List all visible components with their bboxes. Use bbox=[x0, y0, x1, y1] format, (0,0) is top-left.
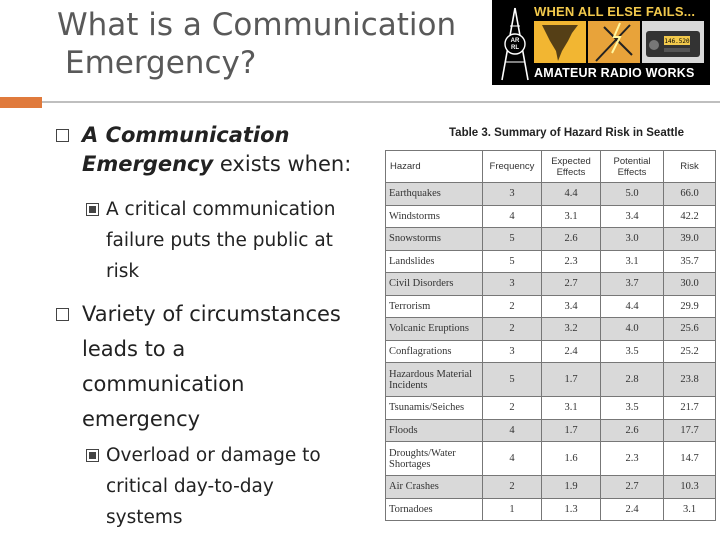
bullet-1-rest: exists when: bbox=[213, 152, 352, 176]
table-row bbox=[386, 363, 716, 397]
cell-risk: 21.7 bbox=[664, 397, 716, 420]
cell-potential-effects: 4.4 bbox=[601, 295, 664, 318]
svg-text:RL: RL bbox=[511, 45, 519, 51]
table-row bbox=[386, 318, 716, 341]
title-accent-bar bbox=[0, 97, 42, 108]
sub-bullet-1-line1: A critical communication bbox=[106, 199, 336, 220]
table-row bbox=[386, 295, 716, 318]
cell-expected-effects: 3.1 bbox=[542, 397, 601, 420]
bullet-1 bbox=[62, 121, 351, 179]
cell-expected-effects: 1.6 bbox=[542, 442, 601, 476]
cell-expected-effects: 1.3 bbox=[542, 498, 601, 521]
cell-expected-effects: 1.7 bbox=[542, 419, 601, 442]
cell-hazard: Civil Disorders bbox=[386, 273, 483, 296]
cell-expected-effects: 3.4 bbox=[542, 295, 601, 318]
col-header-frequency: Frequency bbox=[483, 151, 542, 183]
cell-frequency: 3 bbox=[483, 340, 542, 363]
cell-risk: 14.7 bbox=[664, 442, 716, 476]
cell-frequency: 3 bbox=[483, 273, 542, 296]
sub-bullet-1-line3: risk bbox=[106, 261, 140, 282]
col-header-expected-effects: Expected Effects bbox=[542, 151, 601, 183]
cell-potential-effects: 3.1 bbox=[601, 250, 664, 273]
cell-expected-effects: 2.6 bbox=[542, 228, 601, 251]
cell-hazard: Windstorms bbox=[386, 205, 483, 228]
sub-bullet-1 bbox=[86, 194, 366, 287]
cell-hazard: Landslides bbox=[386, 250, 483, 273]
cell-hazard: Volcanic Eruptions bbox=[386, 318, 483, 341]
radio-tower-icon bbox=[498, 6, 532, 82]
radio-transceiver-icon bbox=[646, 31, 700, 57]
cell-frequency: 2 bbox=[483, 295, 542, 318]
cell-risk: 39.0 bbox=[664, 228, 716, 251]
logo-top-text: WHEN ALL ELSE FAILS... bbox=[534, 4, 696, 19]
table-row bbox=[386, 228, 716, 251]
sub-bullet-2-line3: systems bbox=[106, 507, 183, 528]
cell-expected-effects: 1.7 bbox=[542, 363, 601, 397]
table-row bbox=[386, 498, 716, 521]
cell-expected-effects: 2.4 bbox=[542, 340, 601, 363]
cell-potential-effects: 2.6 bbox=[601, 419, 664, 442]
cell-risk: 17.7 bbox=[664, 419, 716, 442]
cell-potential-effects: 2.7 bbox=[601, 476, 664, 499]
col-header-risk: Risk bbox=[664, 151, 716, 183]
slide-title-line2: Emergency? bbox=[65, 45, 257, 81]
table-row bbox=[386, 250, 716, 273]
cell-potential-effects: 5.0 bbox=[601, 183, 664, 206]
cell-potential-effects: 3.7 bbox=[601, 273, 664, 296]
sub-bullet-1-line2: failure puts the public at bbox=[106, 230, 333, 251]
table-row bbox=[386, 183, 716, 206]
cell-expected-effects: 3.1 bbox=[542, 205, 601, 228]
cell-potential-effects: 3.5 bbox=[601, 340, 664, 363]
cell-hazard: Snowstorms bbox=[386, 228, 483, 251]
cell-hazard: Floods bbox=[386, 419, 483, 442]
cell-frequency: 2 bbox=[483, 318, 542, 341]
bullet-2-line3: communication bbox=[82, 372, 245, 396]
cell-expected-effects: 2.3 bbox=[542, 250, 601, 273]
cell-frequency: 2 bbox=[483, 397, 542, 420]
cell-risk: 3.1 bbox=[664, 498, 716, 521]
cell-risk: 30.0 bbox=[664, 273, 716, 296]
cell-frequency: 5 bbox=[483, 228, 542, 251]
cell-hazard: Terrorism bbox=[386, 295, 483, 318]
cell-hazard: Air Crashes bbox=[386, 476, 483, 499]
cell-expected-effects: 3.2 bbox=[542, 318, 601, 341]
cell-risk: 35.7 bbox=[664, 250, 716, 273]
cell-potential-effects: 2.4 bbox=[601, 498, 664, 521]
cell-risk: 25.6 bbox=[664, 318, 716, 341]
bullet-2-line2: leads to a bbox=[82, 337, 186, 361]
bullet-1-line1: A Communication bbox=[82, 123, 290, 147]
cell-expected-effects: 1.9 bbox=[542, 476, 601, 499]
cell-potential-effects: 3.0 bbox=[601, 228, 664, 251]
cell-frequency: 1 bbox=[483, 498, 542, 521]
cell-frequency: 4 bbox=[483, 205, 542, 228]
bullet-2-line4: emergency bbox=[82, 407, 201, 431]
bullet-square-icon bbox=[86, 203, 99, 216]
cell-risk: 23.8 bbox=[664, 363, 716, 397]
cell-potential-effects: 3.4 bbox=[601, 205, 664, 228]
bullet-square-icon bbox=[86, 449, 99, 462]
cell-potential-effects: 3.5 bbox=[601, 397, 664, 420]
slide-title bbox=[57, 6, 477, 82]
bullet-1-emphasis: Emergency bbox=[82, 152, 214, 176]
cell-frequency: 3 bbox=[483, 183, 542, 206]
slide-title-line1: What is a Communication bbox=[57, 7, 457, 43]
cell-risk: 25.2 bbox=[664, 340, 716, 363]
sub-bullet-2-line2: critical day-to-day bbox=[106, 476, 274, 497]
table-row bbox=[386, 442, 716, 476]
cell-hazard: Earthquakes bbox=[386, 183, 483, 206]
cell-risk: 66.0 bbox=[664, 183, 716, 206]
table-header-row bbox=[386, 151, 716, 183]
cell-frequency: 5 bbox=[483, 250, 542, 273]
logo-bottom-text: AMATEUR RADIO WORKS bbox=[534, 66, 695, 80]
table-row bbox=[386, 205, 716, 228]
cell-frequency: 2 bbox=[483, 476, 542, 499]
logo bbox=[492, 0, 710, 85]
bullet-checkbox-icon bbox=[56, 308, 69, 321]
cell-hazard: Hazardous Material Incidents bbox=[386, 363, 483, 397]
hazard-risk-table bbox=[385, 150, 716, 521]
cell-frequency: 4 bbox=[483, 419, 542, 442]
cell-potential-effects: 4.0 bbox=[601, 318, 664, 341]
title-divider bbox=[0, 101, 720, 103]
cell-hazard: Conflagrations bbox=[386, 340, 483, 363]
table-row bbox=[386, 397, 716, 420]
cell-frequency: 4 bbox=[483, 442, 542, 476]
cell-risk: 29.9 bbox=[664, 295, 716, 318]
radio-display: 146.520 bbox=[664, 38, 690, 45]
sub-bullet-2 bbox=[86, 440, 371, 533]
cell-risk: 42.2 bbox=[664, 205, 716, 228]
sub-bullet-2-line1: Overload or damage to bbox=[106, 445, 321, 466]
cell-expected-effects: 2.7 bbox=[542, 273, 601, 296]
logo-images bbox=[534, 21, 704, 63]
cell-frequency: 5 bbox=[483, 363, 542, 397]
col-header-hazard: Hazard bbox=[386, 151, 483, 183]
cell-hazard: Droughts/Water Shortages bbox=[386, 442, 483, 476]
table-row bbox=[386, 476, 716, 499]
cell-potential-effects: 2.8 bbox=[601, 363, 664, 397]
cell-hazard: Tornadoes bbox=[386, 498, 483, 521]
cell-risk: 10.3 bbox=[664, 476, 716, 499]
table-row bbox=[386, 340, 716, 363]
table-row bbox=[386, 273, 716, 296]
bullet-2-line1: Variety of circumstances bbox=[82, 302, 341, 326]
col-header-potential-effects: Potential Effects bbox=[601, 151, 664, 183]
cell-expected-effects: 4.4 bbox=[542, 183, 601, 206]
bullet-checkbox-icon bbox=[56, 129, 69, 142]
bullet-2 bbox=[62, 297, 341, 437]
table-row bbox=[386, 419, 716, 442]
svg-text:AR: AR bbox=[510, 38, 520, 44]
table-caption: Table 3. Summary of Hazard Risk in Seattle bbox=[449, 127, 684, 139]
cell-potential-effects: 2.3 bbox=[601, 442, 664, 476]
cell-hazard: Tsunamis/Seiches bbox=[386, 397, 483, 420]
